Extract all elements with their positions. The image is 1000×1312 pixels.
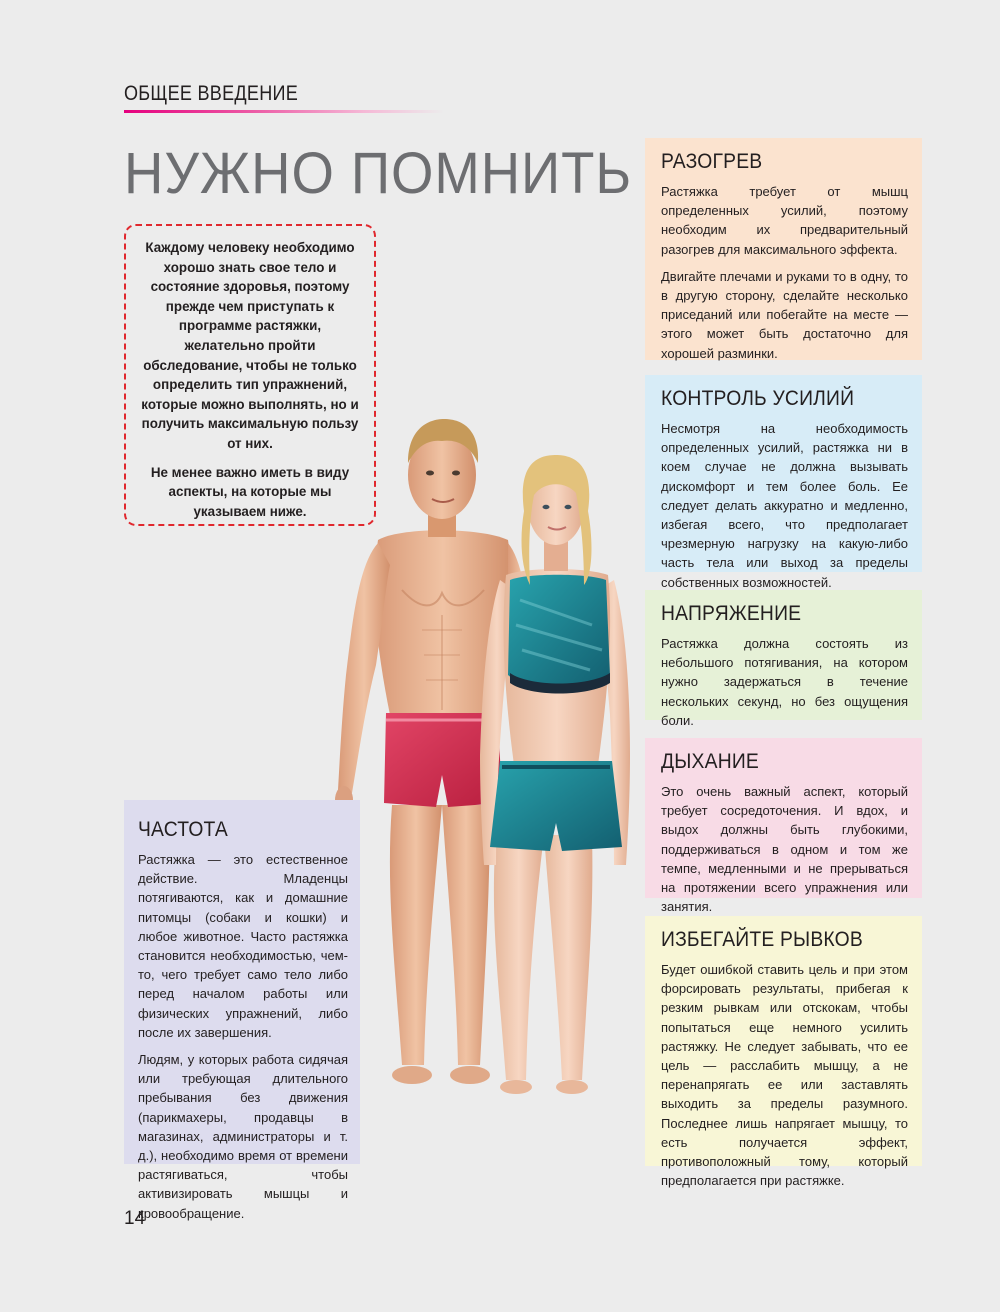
effort-control-box <box>645 375 922 590</box>
tension-paragraph: Растяжка должна состоять из небольшого потягивания, на котором нужно задержаться в течение нескольких секунд, но без ощущения боли. <box>661 636 908 728</box>
tension-title: НАПРЯЖЕНИЕ <box>661 602 802 625</box>
effort-control-title: КОНТРОЛЬ УСИЛИЙ <box>661 387 855 410</box>
page-title: НУЖНО ПОМНИТЬ <box>124 141 633 206</box>
warmup-box <box>645 138 922 360</box>
effort-control-paragraph: Несмотря на необходимость определенных усилий, растяжка ни в коем случае не должна вызывать дискомфорт и тем более боль. Ее следует делать аккуратно и медленно, избегая всего, что предполагает чрезмерную нагрузку на какую-либо часть тела или выход за пределы собственных возможностей. <box>661 421 908 590</box>
frequency-title: ЧАСТОТА <box>138 818 228 841</box>
breathing-title: ДЫХАНИЕ <box>661 750 759 773</box>
people-illustration <box>330 415 660 1095</box>
frequency-paragraph-1: Растяжка — это естественное действие. Младенцы потягиваются, как и домашние питомцы (собаки и кошки) и любое животное. Часто растяжка становится необходимостью, чем-то, чего требует само тело либо перед началом работы или физических упражнений, либо после их завершения. <box>138 852 348 1040</box>
breathing-box <box>645 738 922 915</box>
intro-paragraph-2: Не менее важно иметь в виду аспекты, на которые мы указываем ниже. <box>150 464 350 519</box>
warmup-paragraph-2: Двигайте плечами и руками то в одну, то в другую сторону, сделайте несколько приседаний или побегайте на месте — этого может быть достаточно для хорошей разминки. <box>661 268 908 361</box>
breathing-paragraph: Это очень важный аспект, который требует сосредоточения. И вдох, и выдох должны быть глубокими, поддерживаться в одном и том же темпе, медленными и не прерываться на протяжении всего упражнения или занятия. <box>661 784 908 915</box>
frequency-paragraph-2: Людям, у которых работа сидячая или требующая длительного пребывания без движения (парикмахеры, продавцы в магазинах, администраторы и т. д.), необходимо время от времени растягиваться, чтобы активизировать мышцы и кровообращение. <box>138 1052 348 1221</box>
section-label: ОБЩЕЕ ВВЕДЕНИЕ <box>124 82 299 105</box>
tension-box <box>645 590 922 728</box>
avoid-jerks-paragraph: Будет ошибкой ставить цель и при этом форсировать результаты, прибегая к резким рывкам или отскокам, чтобы попытаться еще немного усилить растяжку. Не следует забывать, что ее цель — расслабить мышцу, а не перенапрягать ее или заставлять выходить за пределы разумного. Последнее лишь напрягает мышцу, то есть получается эффект, противоположный тому, который предполагается при растяжке. <box>661 962 908 1189</box>
warmup-paragraph-1: Растяжка требует от мышц определенных усилий, поэтому необходим их предварительный разогрев для максимального эффекта. <box>661 184 908 257</box>
intro-paragraph-1: Каждому человеку необходимо хорошо знать свое тело и состояние здоровья, поэтому прежде чем приступать к программе растяжки, желательно пройти обследование, чтобы не только определить тип упражнений, которые можно выполнять, но и получить максимальную пользу от них. <box>141 240 359 451</box>
warmup-title: РАЗОГРЕВ <box>661 150 763 173</box>
page-number: 14 <box>124 1208 146 1229</box>
avoid-jerks-title: ИЗБЕГАЙТЕ РЫВКОВ <box>661 928 863 951</box>
section-underline <box>124 110 444 113</box>
avoid-jerks-box <box>645 916 922 1189</box>
